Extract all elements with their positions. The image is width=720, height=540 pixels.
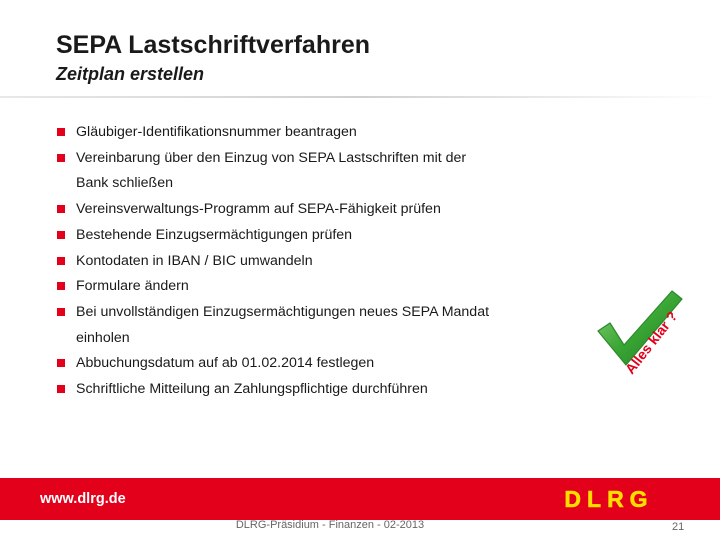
bullet-text: Schriftliche Mitteilung an Zahlungspflichtige durchführen [76,381,428,398]
bullet-text: Vereinsverwaltungs-Programm auf SEPA-Fähigkeit prüfen [76,201,441,218]
stamp-text: Alles klar ? [621,308,681,377]
bullet-square-icon [57,282,65,290]
bullet-text: Vereinbarung über den Einzug von SEPA Lastschriften mit der [76,149,467,166]
bullet-square-icon [57,154,65,162]
bullet-square-icon [57,308,65,316]
bullet-text: Bestehende Einzugsermächtigungen prüfen [76,226,353,243]
bullet-item [56,300,556,351]
bullet-square-icon [57,205,65,213]
bullet-text: Abbuchungsdatum auf ab 01.02.2014 festlegen [76,355,375,372]
bullet-square-icon [57,231,65,239]
bullet-square-icon [57,128,65,136]
bullet-text: Bei unvollständigen Einzugsermächtigungen neues SEPA Mandat [76,303,490,320]
bullet-item [56,146,556,197]
bullet-item [56,197,556,223]
bullet-square-icon [57,359,65,367]
bullet-item [56,377,556,403]
bullet-item [56,274,556,300]
bullet-list [56,120,556,403]
dlrg-logo [545,487,673,511]
bullet-text: Formulare ändern [76,278,189,295]
logo-text: DLRG [564,487,654,511]
header-divider [0,96,720,98]
bullet-text-continuation: einholen [76,329,130,346]
bullet-text-continuation: Bank schließen [76,175,173,192]
website-link[interactable]: www.dlrg.de [40,491,126,507]
page-number: 21 [672,521,685,533]
bullet-text: Kontodaten in IBAN / BIC umwandeln [76,252,313,269]
footer-bar [0,478,720,520]
slide-subtitle: Zeitplan erstellen [56,64,205,84]
footer-caption: DLRG-Präsidium - Finanzen - 02-2013 [235,519,425,531]
bullet-item [56,249,556,275]
bullet-item [56,120,556,146]
checkmark-stamp [590,285,700,385]
bullet-text: Gläubiger-Identifikationsnummer beantragen [76,124,357,140]
bullet-square-icon [57,385,65,393]
slide-title: SEPA Lastschriftverfahren [56,31,370,59]
bullet-item [56,351,556,377]
bullet-square-icon [57,257,65,265]
bullet-item [56,223,556,249]
